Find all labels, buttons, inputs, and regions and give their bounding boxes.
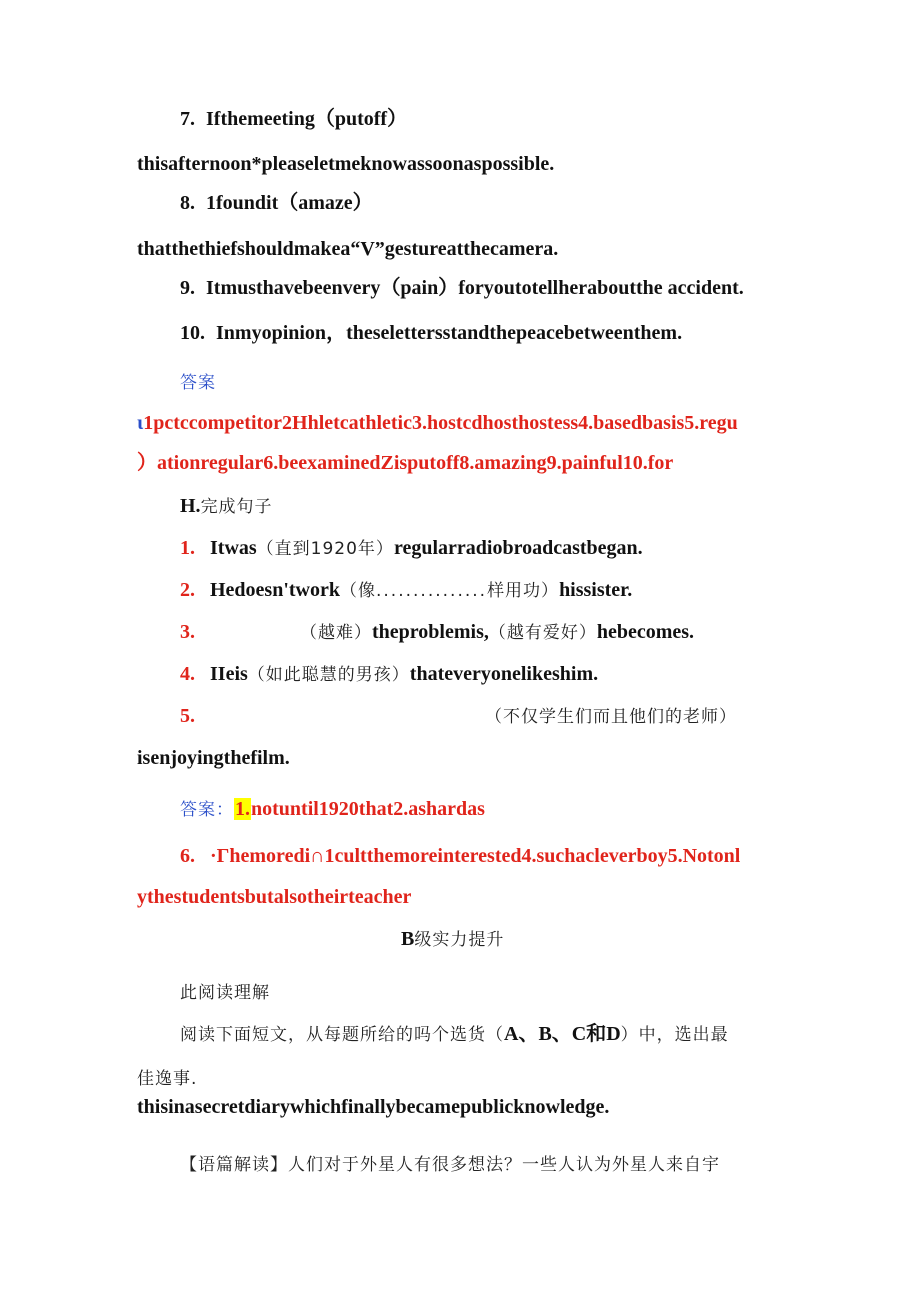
item-hint: （直到1920年）	[256, 539, 394, 559]
item-text: Inmyopinion	[216, 322, 327, 344]
item-post: hissister.	[559, 579, 633, 601]
item-number: 1.	[180, 537, 195, 559]
bracket-label: 【语篇解读】	[180, 1155, 288, 1175]
item-number: 9.	[180, 277, 195, 299]
answer-h-line-3: ythestudentsbutalsotheirteacher	[137, 886, 412, 908]
highlighted-number: 1.	[235, 798, 250, 820]
instr-part-b: ）中，选出最	[620, 1025, 729, 1045]
item-number: 4.	[180, 663, 195, 685]
item-pre: IIeis	[210, 663, 248, 685]
h-item-5-continuation: isenjoyingthefilm.	[137, 747, 290, 769]
item-text: Ifthemeeting	[206, 108, 315, 130]
item-number: 8.	[180, 192, 195, 214]
h-item-3	[180, 619, 694, 646]
level-letter: B	[401, 928, 415, 950]
item-post: hebecomes.	[596, 621, 695, 643]
section-title: 完成句子	[200, 497, 273, 517]
h-item-1	[180, 535, 643, 562]
passage-intro	[180, 1151, 720, 1178]
h-item-4	[180, 661, 598, 688]
answer-h-line-2	[180, 843, 740, 869]
answer-text: 1pctccompetitor2Hhletcathletic3.hostcdhosthostess4.basedbasis5.regu	[143, 412, 738, 434]
item-number: 7.	[180, 108, 195, 130]
item-7	[180, 106, 407, 132]
reading-instructions	[180, 1021, 729, 1048]
intro-text: 人们对于外星人有很多想法？一些人认为外星人来自宇	[288, 1155, 720, 1175]
item-9	[180, 275, 744, 301]
instr-part-a: 阅读下面短文，从每题所给的吗个选货（	[180, 1025, 504, 1045]
item-pre: Itwas	[210, 537, 257, 559]
item-hint-open: （像	[340, 581, 376, 601]
answer-label: 答案：	[180, 800, 234, 820]
item-text: 1foundit	[206, 192, 279, 214]
h-item-5	[180, 703, 737, 730]
item-pre: Hedoesn'twork	[210, 579, 340, 601]
item-number: 5.	[180, 705, 195, 727]
answer-text: ·Γhemoredi∩1cultthemoreinterested4.suchacleverboy5.Notonl	[210, 845, 741, 867]
blank-dots: ...............	[376, 581, 488, 601]
options: A、B、C和D	[504, 1023, 621, 1045]
answer-label: 答案	[180, 373, 216, 393]
item-number: 2.	[180, 579, 195, 601]
item-hint: （putoff）	[314, 108, 408, 130]
item-tail: theselettersstandthepeacebetweenthem.	[346, 322, 683, 344]
h-item-2	[180, 577, 632, 604]
answer-prefix: ι	[137, 412, 144, 434]
answer-text: notuntil1920that2.ashardas	[251, 798, 485, 820]
answer-h-line-1	[180, 796, 485, 823]
item-post: thateveryonelikeshim.	[409, 663, 599, 685]
section-h-heading	[180, 493, 273, 520]
reading-instructions-cont: 佳逸事.	[137, 1069, 198, 1089]
item-hint: （amaze）	[278, 192, 373, 214]
item-hint-2: （越有爱好）	[488, 623, 597, 643]
item-hint-1: （越难）	[300, 623, 372, 643]
item-text: Itmusthavebeenvery	[206, 277, 381, 299]
item-number: 10.	[180, 322, 205, 344]
answer-g-line-1	[137, 410, 738, 436]
item-number: 3.	[180, 621, 195, 643]
item-8	[180, 190, 373, 216]
level-title: 级实力提升	[414, 930, 505, 950]
section-letter: H.	[180, 495, 201, 517]
item-10	[180, 320, 682, 346]
item-mid: theproblemis,	[372, 621, 489, 643]
item-separator: ，	[326, 322, 347, 344]
item-hint: （如此聪慧的男孩）	[247, 665, 410, 685]
item-hint: （pain）	[380, 277, 459, 299]
item-number: 6.	[180, 845, 195, 867]
item-8-continuation: thatthethiefshouldmakea“V”gestureatthecamera.	[137, 238, 559, 260]
item-7-continuation: thisafternoon*pleaseletmeknowassoonaspossible.	[137, 153, 555, 175]
item-hint: （不仅学生们而且他们的老师）	[485, 707, 737, 727]
level-b-heading	[401, 926, 504, 953]
reading-title: 此阅读理解	[180, 983, 270, 1003]
item-tail: foryoutotellheraboutthe accident.	[458, 277, 744, 299]
item-post: regularradiobroadcastbegan.	[393, 537, 643, 559]
answer-g-line-2: ）ationregular6.beexaminedZisputoff8.amazing9.painful10.for	[137, 452, 674, 474]
item-hint-close: 样用功）	[487, 581, 560, 601]
reading-english-line: thisinasecretdiarywhichfinallybecamepublicknowledge.	[137, 1096, 610, 1118]
